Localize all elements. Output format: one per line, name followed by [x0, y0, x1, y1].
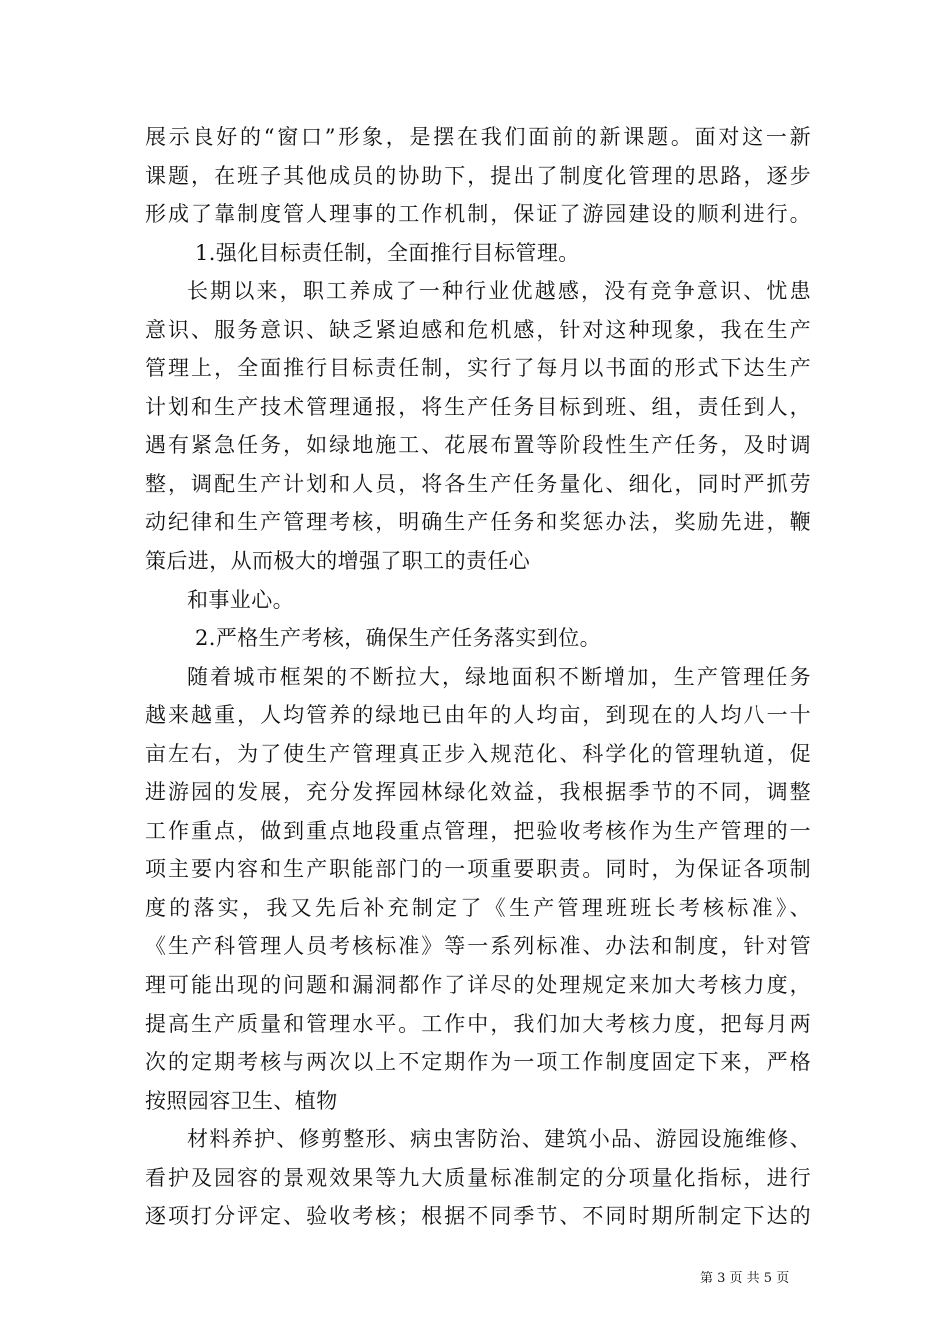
text-line: 提高生产质量和管理水平。工作中，我们加大考核力度，把每月两 [145, 1011, 811, 1036]
text-line: 理可能出现的问题和漏洞都作了详尽的处理规定来加大考核力度， [145, 973, 811, 998]
text-line: 管理上，全面推行目标责任制，实行了每月以书面的形式下达生产 [145, 356, 811, 381]
text-line: 随着城市框架的不断拉大，绿地面积不断增加，生产管理任务 [187, 664, 811, 689]
text-line: 越来越重，人均管养的绿地已由年的人均亩，到现在的人均八一十 [145, 703, 811, 728]
text-line: 课题，在班子其他成员的协助下，提出了制度化管理的思路，逐步 [145, 163, 811, 188]
text-line: 策后进，从而极大的增强了职工的责任心 [145, 549, 531, 574]
text-line: 形成了靠制度管人理事的工作机制，保证了游园建设的顺利进行。 [145, 202, 811, 227]
text-line: 遇有紧急任务，如绿地施工、花展布置等阶段性生产任务，及时调 [145, 433, 811, 458]
document-body [145, 118, 811, 1236]
text-line: 次的定期考核与两次以上不定期作为一项工作制度固定下来，严格 [145, 1050, 811, 1075]
text-line: 材料养护、修剪整形、病虫害防治、建筑小品、游园设施维修、 [187, 1127, 811, 1152]
text-line: 《生产科管理人员考核标准》等一系列标准、办法和制度，针对管 [145, 934, 811, 959]
text-line: 长期以来，职工养成了一种行业优越感，没有竞争意识、忧患 [187, 279, 811, 304]
text-line: 进游园的发展，充分发挥园林绿化效益，我根据季节的不同，调整 [145, 780, 811, 805]
text-line: 意识、服务意识、缺乏紧迫感和危机感，针对这种现象，我在生产 [145, 317, 811, 342]
text-line: 计划和生产技术管理通报，将生产任务目标到班、组，责任到人， [145, 394, 811, 419]
text-line: 度的落实，我又先后补充制定了《生产管理班班长考核标准》、 [145, 895, 811, 920]
text-line: 逐项打分评定、验收考核；根据不同季节、不同时期所制定下达的 [145, 1204, 811, 1229]
text-line: 亩左右，为了使生产管理真正步入规范化、科学化的管理轨道，促 [145, 741, 811, 766]
text-line: 看护及园容的景观效果等九大质量标准制定的分项量化指标，进行 [145, 1165, 811, 1190]
text-line: 展示良好的“窗口”形象，是摆在我们面前的新课题。面对这一新 [145, 125, 811, 149]
text-line: 项主要内容和生产职能部门的一项重要职责。同时，为保证各项制 [145, 857, 811, 882]
text-line: 动纪律和生产管理考核，明确生产任务和奖惩办法，奖励先进，鞭 [145, 510, 811, 535]
page-number: 第 3 页 共 5 页 [700, 1271, 790, 1286]
section-heading-2: 2.严格生产考核，确保生产任务落实到位。 [195, 626, 602, 651]
text-line: 工作重点，做到重点地段重点管理，把验收考核作为生产管理的一 [145, 818, 811, 843]
text-line: 整，调配生产计划和人员，将各生产任务量化、细化，同时严抓劳 [145, 471, 811, 496]
text-line: 和事业心。 [187, 587, 294, 612]
section-heading-1: 1.强化目标责任制，全面推行目标管理。 [195, 240, 580, 265]
text-line: 按照园容卫生、植物 [145, 1088, 338, 1113]
